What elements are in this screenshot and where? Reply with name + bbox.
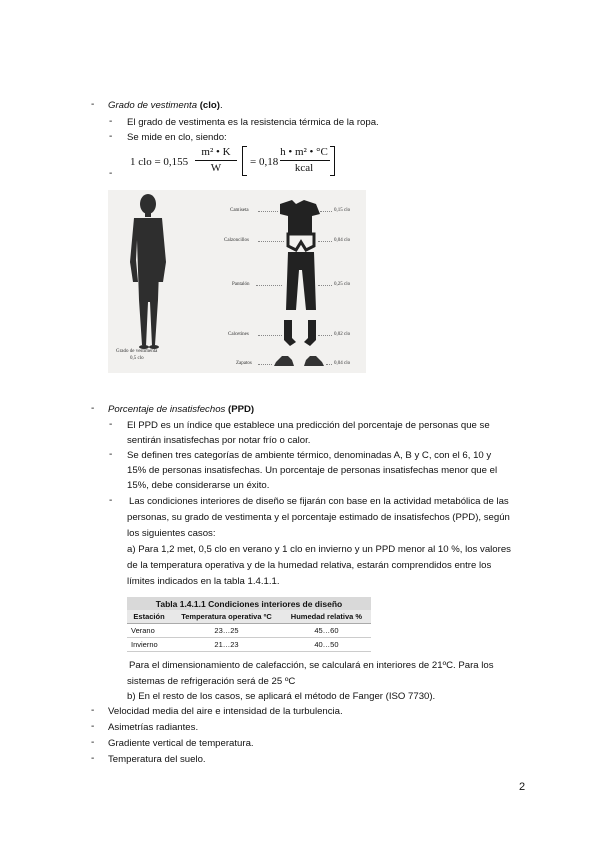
sub-item-text: Se mide en clo, siendo: xyxy=(127,132,227,143)
formula-denominator: W xyxy=(210,162,222,174)
person-caption: Grado de vestimenta xyxy=(116,349,158,354)
table-cell: 45…60 xyxy=(282,624,371,638)
table-cell: 40…50 xyxy=(282,638,371,652)
bullet-dash: - xyxy=(91,721,95,732)
sub-item-text: El grado de vestimenta es la resistencia térmica de la ropa. xyxy=(127,117,379,128)
leader-line xyxy=(326,364,332,365)
garment-value: 0,02 clo xyxy=(334,332,351,337)
item-grado-vestimenta xyxy=(108,99,223,113)
paragraph-line: límites indicados en la tabla 1.4.1.1. xyxy=(127,576,280,587)
shoes-icon xyxy=(274,356,324,366)
page-number: 2 xyxy=(519,781,526,793)
item-title: Porcentaje de insatisfechos xyxy=(108,404,226,415)
bullet-dash: - xyxy=(91,99,95,110)
bullet-dash: - xyxy=(91,705,95,716)
leader-line xyxy=(318,241,332,242)
garment-value: 0,04 clo xyxy=(334,238,351,243)
leader-line xyxy=(258,241,284,242)
underwear-icon xyxy=(288,234,314,250)
paragraph-line: Las condiciones interiores de diseño se fijarán con base en la actividad metabólica de las xyxy=(129,496,509,507)
right-bracket xyxy=(330,146,335,176)
paragraph-line: de la temperatura operativa y de la humedad relativa, estarán comprendidos entre los xyxy=(127,560,492,571)
person-silhouette-icon xyxy=(130,194,166,349)
formula-denominator: kcal xyxy=(294,162,314,174)
item-end: . xyxy=(220,100,223,111)
sub-bullet-dash: - xyxy=(109,495,113,506)
list-item: Gradiente vertical de temperatura. xyxy=(108,738,254,749)
paragraph-line: b) En el resto de los casos, se aplicará el método de Fanger (ISO 7730). xyxy=(127,691,436,702)
table-header: Temperatura operativa ºC xyxy=(171,610,282,624)
formula-mid: = 0,18 xyxy=(250,156,279,168)
table-cell: Invierno xyxy=(127,638,171,652)
table-header: Estación xyxy=(127,610,171,624)
garment-label: Calcetines xyxy=(228,332,249,337)
sub-bullet-dash: - xyxy=(109,116,113,127)
left-bracket xyxy=(242,146,247,176)
item-porcentaje-insatisfechos xyxy=(108,403,254,417)
table-row xyxy=(127,638,371,652)
table-cell: Verano xyxy=(127,624,171,638)
paragraph-line: Para el dimensionamiento de calefacción, se calculará en interiores de 21ºC. Para los xyxy=(129,660,494,671)
leader-line xyxy=(258,335,282,336)
clothing-figure xyxy=(108,190,366,373)
paragraph-line: sistemas de refrigeración será de 25 ºC xyxy=(127,676,296,687)
pants-icon xyxy=(286,252,316,310)
list-item: Temperatura del suelo. xyxy=(108,754,206,765)
list-item: Velocidad media del aire e intensidad de la turbulencia. xyxy=(108,706,343,717)
sub-bullet-dash: - xyxy=(109,449,113,460)
paragraph-line: a) Para 1,2 met, 0,5 clo en verano y 1 clo en invierno y un PPD menor al 10 %, los valores xyxy=(127,544,511,555)
table-cell: 21…23 xyxy=(171,638,282,652)
paragraph-line: Se definen tres categorías de ambiente térmico, denominadas A, B y C, con el 6, 10 y xyxy=(127,450,492,461)
fraction-line xyxy=(195,160,237,161)
formula-numerator: m² • K xyxy=(201,146,231,158)
shirt-icon xyxy=(280,200,320,236)
paragraph-line: los siguientes casos: xyxy=(127,528,216,539)
garment-label: Zapatos xyxy=(236,361,252,366)
table-header: Humedad relativa % xyxy=(282,610,371,624)
sub-bullet-dash: - xyxy=(109,168,113,179)
paragraph-line: personas, su grado de vestimenta y el porcentaje estimado de insatisfechos (PPD), según xyxy=(127,512,510,523)
paragraph-line: 15% de personas insatisfechas. Un porcentaje de personas insatisfechas menor que el xyxy=(127,465,498,476)
garment-label: Calzoncillos xyxy=(224,238,249,243)
bullet-dash: - xyxy=(91,737,95,748)
item-unit: (clo) xyxy=(199,100,220,111)
garment-value: 0,25 clo xyxy=(334,282,351,287)
leader-line xyxy=(318,285,332,286)
leader-line xyxy=(258,364,272,365)
garment-label: Camiseta xyxy=(230,208,249,213)
bullet-dash: - xyxy=(91,753,95,764)
formula-numerator: h • m² • °C xyxy=(280,146,328,158)
table-row xyxy=(127,624,371,638)
leader-line xyxy=(256,285,282,286)
sub-bullet-dash: - xyxy=(109,419,113,430)
garment-value: 0,04 clo xyxy=(334,361,351,366)
table-cell: 23…25 xyxy=(171,624,282,638)
bullet-dash: - xyxy=(91,403,95,414)
leader-line xyxy=(318,335,332,336)
fraction-line xyxy=(280,160,330,161)
socks-icon xyxy=(284,320,316,346)
sub-bullet-dash: - xyxy=(109,131,113,142)
item-title: Grado de vestimenta xyxy=(108,100,198,111)
list-item: Asimetrías radiantes. xyxy=(108,722,199,733)
paragraph-line: sentirán insatisfechas por notar frío o calor. xyxy=(127,435,311,446)
person-caption: 0,5 clo xyxy=(130,356,144,361)
table-caption: Tabla 1.4.1.1 Condiciones interiores de diseño xyxy=(127,597,371,610)
leader-line xyxy=(258,211,278,212)
paragraph-line: 15%, debe considerarse un éxito. xyxy=(127,480,270,491)
garment-label: Pantalón xyxy=(232,282,250,287)
garment-value: 0,15 clo xyxy=(334,208,351,213)
item-unit: (PPD) xyxy=(228,404,255,415)
paragraph-line: El PPD es un índice que establece una predicción del porcentaje de personas que se xyxy=(127,420,490,431)
design-conditions-table xyxy=(127,597,371,652)
leader-line xyxy=(320,211,332,212)
formula-lhs: 1 clo = 0,155 xyxy=(130,156,189,168)
